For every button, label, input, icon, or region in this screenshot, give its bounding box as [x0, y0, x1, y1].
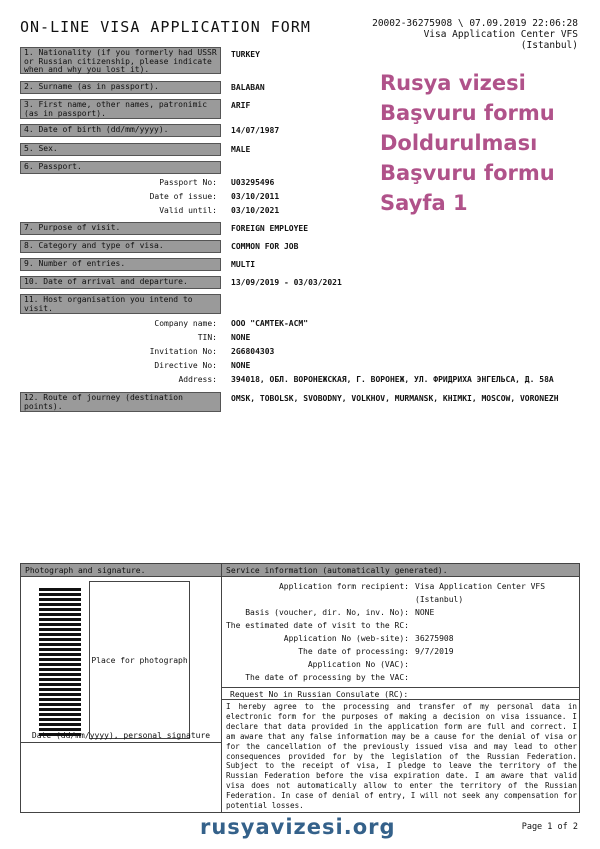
route-value: OMSK, TOBOLSK, SVOBODNY, VOLKHOV, MURMANSK, KHIMKI, MOSCOW, VORONEZH: [231, 394, 559, 403]
overlay-line-4: Başvuru formu: [380, 161, 555, 185]
processing-date-value: 9/7/2019: [415, 647, 454, 656]
vac-processing-label: The date of processing by the VAC:: [245, 673, 409, 682]
dates-value: 13/09/2019 - 03/03/2021: [231, 278, 342, 287]
passport-no-value: U03295496: [231, 178, 275, 187]
nationality-label: 1. Nationality (if you formerly had USSR or Russian citizenship, please indicate when and why you lost it).: [20, 47, 221, 74]
tin-value: NONE: [231, 333, 251, 342]
nationality-value: TURKEY: [231, 50, 260, 59]
firstname-label: 3. First name, other names, patronimic (as in passport).: [20, 99, 221, 119]
company-name-value: ООО "САМТЕК-АСМ": [231, 319, 309, 328]
website-footer: rusyavizesi.org: [200, 815, 396, 839]
overlay-line-1: Rusya vizesi: [380, 71, 526, 95]
surname-value: BALABAN: [231, 83, 265, 92]
valid-until-value: 03/10/2021: [231, 206, 280, 215]
estimated-date-label: The estimated date of visit to the RC:: [225, 621, 409, 630]
recipient-value: Visa Application Center VFS: [415, 582, 546, 591]
web-app-no-value: 36275908: [415, 634, 454, 643]
vac-app-no-label: Application No (VAC):: [307, 660, 409, 669]
firstname-value: ARIF: [231, 101, 251, 110]
category-value: COMMON FOR JOB: [231, 242, 299, 251]
web-app-no-label: Application No (web-site):: [283, 634, 409, 643]
basis-value: NONE: [415, 608, 435, 617]
ref-line-2: Visa Application Center VFS: [423, 29, 578, 40]
page-number: Page 1 of 2: [521, 822, 578, 832]
issue-date-value: 03/10/2011: [231, 192, 280, 201]
application-reference: [372, 18, 578, 51]
barcode: [39, 588, 81, 738]
consent-text: I hereby agree to the processing and transfer of my personal data in electronic form for the purposes of making a decision on visa issuance. I declare that data provided in the application form are full and correct. I am aware that any false information may be a cause for the denial of visa or for the cancellation of the previously issued visa and may lead to other consequences provided for by the legislation of the Russian Federation. Subject to the receipt of visa, I pledge to leave the territory of the Russian Federation before the visa expiration date. I am aware that valid visa does not automatically allow to enter the territory of the Russian Federation. In case of denial of entry, I will not seek any compensation for potential losses.: [226, 702, 577, 811]
photo-header: Photograph and signature.: [21, 564, 221, 577]
passport-no-label: Passport No:: [159, 178, 217, 187]
ref-line-1: 20002-36275908 \ 07.09.2019 22:06:28: [372, 18, 578, 29]
company-name-label: Company name:: [154, 319, 217, 328]
host-org-label: 11. Host organisation you intend to visit.: [20, 294, 221, 314]
photo-column: [21, 564, 222, 812]
photo-placeholder: Place for photograph: [89, 581, 190, 739]
overlay-line-5: Sayfa 1: [380, 191, 468, 215]
surname-label: 2. Surname (as in passport).: [20, 81, 221, 94]
address-value: 394018, ОБЛ. ВОРОНЕЖСКАЯ, Г. ВОРОНЕЖ, УЛ. ФРИДРИХА ЭНГЕЛЬСА, Д. 58А: [231, 375, 554, 384]
purpose-label: 7. Purpose of visit.: [20, 222, 221, 235]
purpose-value: FOREIGN EMPLOYEE: [231, 224, 309, 233]
directive-value: NONE: [231, 361, 251, 370]
passport-label: 6. Passport.: [20, 161, 221, 174]
basis-label: Basis (voucher, dir. No, inv. No):: [245, 608, 409, 617]
overlay-line-3: Doldurulması: [380, 131, 538, 155]
issue-date-label: Date of issue:: [149, 192, 217, 201]
tin-label: TIN:: [197, 333, 217, 342]
entries-label: 9. Number of entries.: [20, 258, 221, 271]
signature-label: Date (dd/mm/yyyy), personal signature: [31, 731, 211, 740]
signature-area: [21, 742, 221, 813]
sex-value: MALE: [231, 145, 251, 154]
overlay-caption: [380, 68, 555, 218]
route-label: 12. Route of journey (destination points).: [20, 392, 221, 412]
service-header: Service information (automatically generated).: [222, 564, 579, 577]
dob-label: 4. Date of birth (dd/mm/yyyy).: [20, 124, 221, 137]
directive-label: Directive No:: [154, 361, 217, 370]
overlay-line-2: Başvuru formu: [380, 101, 555, 125]
processing-date-label: The date of processing:: [298, 647, 409, 656]
recipient-value-2: (Istanbul): [415, 595, 464, 604]
category-label: 8. Category and type of visa.: [20, 240, 221, 253]
photo-service-section: [20, 563, 580, 813]
service-column: [222, 564, 579, 812]
dates-label: 10. Date of arrival and departure.: [20, 276, 221, 289]
address-label: Address:: [178, 375, 217, 384]
dob-value: 14/07/1987: [231, 126, 280, 135]
recipient-label: Application form recipient:: [278, 582, 409, 591]
ref-line-3: (Istanbul): [520, 40, 578, 51]
form-title: ON-LINE VISA APPLICATION FORM: [20, 18, 311, 36]
entries-value: MULTI: [231, 260, 256, 269]
valid-until-label: Valid until:: [159, 206, 217, 215]
invitation-value: 2G6804303: [231, 347, 275, 356]
invitation-label: Invitation No:: [149, 347, 217, 356]
consulate-request-label: Request No in Russian Consulate (RC):: [222, 687, 579, 700]
sex-label: 5. Sex.: [20, 143, 221, 156]
